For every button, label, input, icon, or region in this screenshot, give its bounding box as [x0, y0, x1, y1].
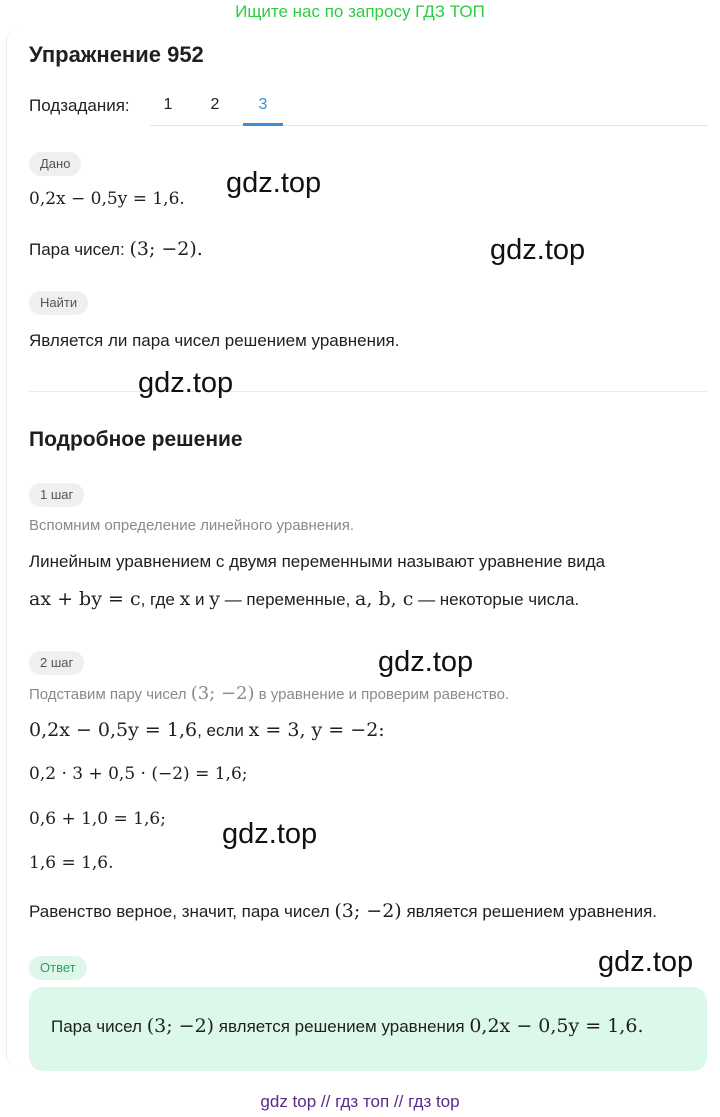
watermark: gdz.top — [598, 946, 694, 978]
footer-links[interactable]: gdz top // гдз топ // гдз top — [260, 1092, 460, 1111]
text-fragment: Пара чисел — [51, 1017, 147, 1036]
answer-text — [51, 1015, 643, 1037]
text-fragment: Равенство верное, значит, пара чисел — [29, 902, 335, 921]
text-fragment: Подставим пару чисел — [29, 686, 191, 703]
given-chip: Дано — [29, 152, 81, 176]
text-fragment: — некоторые числа. — [413, 590, 580, 609]
text-fragment: , если — [197, 721, 249, 740]
step2-hint — [29, 683, 509, 704]
step2-eq3: 0,6 + 1,0 = 1,6; — [29, 809, 166, 829]
step1-line2 — [29, 588, 579, 610]
text-fragment: и — [190, 590, 210, 609]
step2-eq4: 1,6 = 1,6. — [29, 853, 114, 873]
answer-chip: Ответ — [29, 956, 87, 980]
text-fragment: является решением уравнения — [214, 1017, 470, 1036]
step2-eq2: 0,2 · 3 + 0,5 · (−2) = 1,6; — [29, 764, 248, 784]
active-tab-indicator — [243, 123, 283, 126]
watermark: gdz.top — [378, 646, 474, 678]
pair-value: (3; −2) — [190, 683, 255, 704]
pair-value: (3; −2) — [334, 900, 402, 922]
watermark: gdz.top — [222, 818, 318, 850]
given-equation: 0,2x − 0,5y = 1,6. — [29, 189, 185, 209]
watermark: gdz.top — [138, 367, 234, 399]
step1-line1: Линейным уравнением с двумя переменными называют уравнение вида — [29, 552, 606, 571]
pair-value: (3; −2). — [129, 238, 203, 260]
substitution-values: x = 3, y = −2: — [248, 719, 385, 741]
tabs-divider — [150, 125, 708, 126]
step1-hint: Вспомним определение линейного уравнения. — [29, 517, 355, 534]
coefficients: a, b, c — [355, 588, 414, 610]
section-divider — [29, 391, 707, 392]
step2-chip: 2 шаг — [29, 651, 84, 675]
text-fragment: — переменные, — [219, 590, 356, 609]
solution-title: Подробное решение — [29, 428, 243, 451]
step2-conclusion — [29, 900, 657, 922]
page-title: Упражнение 952 — [29, 42, 204, 67]
tab-subtask-1[interactable]: 1 — [163, 96, 173, 113]
variable-y: y — [209, 588, 220, 610]
equation: 0,2x − 0,5y = 1,6. — [469, 1015, 644, 1037]
pair-label: Пара чисел: — [29, 240, 125, 259]
subtasks-label: Подзадания: — [29, 96, 130, 115]
text-fragment: является решением уравнения. — [401, 902, 657, 921]
text-fragment: , где — [140, 590, 180, 609]
find-chip: Найти — [29, 291, 88, 315]
step2-eq1 — [29, 719, 385, 741]
watermark: gdz.top — [490, 234, 586, 266]
variable-x: x — [179, 588, 191, 610]
equation: 0,2x − 0,5y = 1,6 — [29, 719, 198, 741]
step1-chip: 1 шаг — [29, 483, 84, 507]
find-text: Является ли пара чисел решением уравнения. — [29, 331, 400, 350]
answer-box — [29, 987, 707, 1071]
pair-value: (3; −2) — [146, 1015, 215, 1037]
text-fragment: в уравнение и проверим равенство. — [254, 686, 510, 703]
tab-subtask-3[interactable]: 3 — [258, 96, 268, 113]
given-pair — [29, 238, 203, 260]
search-hint-banner: Ищите нас по запросу ГДЗ ТОП — [235, 2, 485, 21]
tab-subtask-2[interactable]: 2 — [210, 96, 220, 113]
linear-equation-form: ax + by = c — [29, 588, 141, 610]
watermark: gdz.top — [226, 167, 322, 199]
